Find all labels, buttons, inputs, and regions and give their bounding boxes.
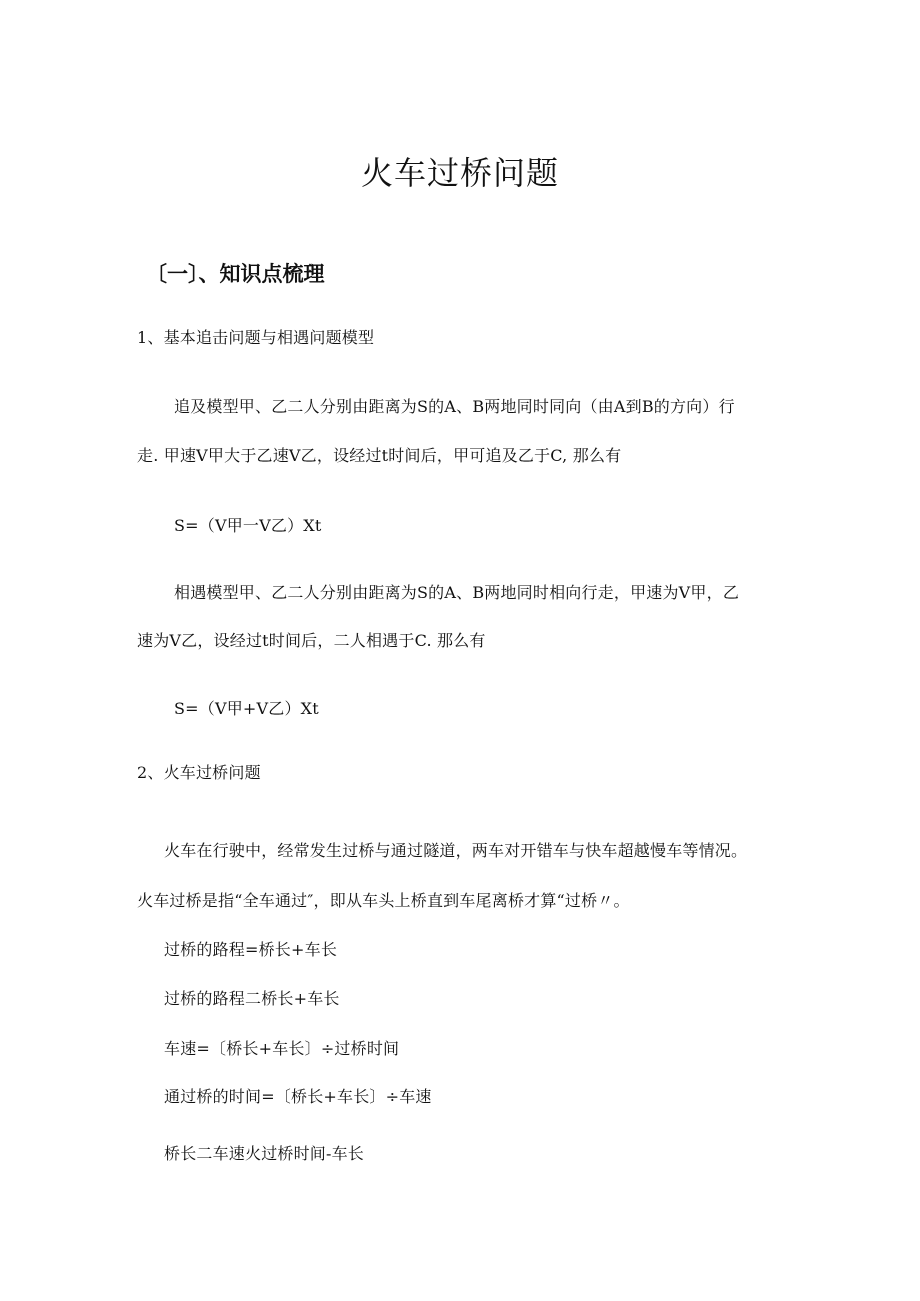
- meet-formula: S=（V甲+V乙）Xt: [174, 699, 319, 718]
- document-title: 火车过桥问题: [360, 154, 559, 192]
- item1-heading: 1、基本追击问题与相遇问题模型: [137, 328, 375, 347]
- train-intro-line-2: 火车过桥是指“全车通过″，即从车头上桥直到车尾离桥才算“过桥〃。: [137, 891, 630, 910]
- formula-bridge-length: 桥长二车速火过桥时间-车长: [164, 1144, 365, 1163]
- formula-crossing-time: 通过桥的时间=〔桥长+车长〕÷车速: [164, 1087, 432, 1106]
- meet-model-line-2: 速为V乙，设经过t时间后，二人相遇于C. 那么有: [137, 631, 486, 650]
- formula-bridge-distance-alt: 过桥的路程二桥长+车长: [164, 989, 340, 1008]
- item2-heading: 2、火车过桥问题: [137, 763, 261, 782]
- meet-model-line-1: 相遇模型甲、乙二人分别由距离为S的A、B两地同时相向行走，甲速为V甲，乙: [174, 583, 740, 602]
- section-heading: 〔一〕、知识点梳理: [146, 262, 325, 286]
- chase-formula: S=（V甲一V乙）Xt: [174, 516, 322, 535]
- formula-train-speed: 车速=〔桥长+车长〕÷过桥时间: [164, 1039, 400, 1058]
- chase-model-line-2: 走. 甲速V甲大于乙速V乙，设经过t时间后，甲可追及乙于C, 那么有: [137, 446, 622, 465]
- formula-bridge-distance: 过桥的路程=桥长+车长: [164, 940, 338, 959]
- train-intro-line-1: 火车在行驶中，经常发生过桥与通过隧道，两车对开错车与快车超越慢车等情况。: [164, 841, 748, 860]
- chase-model-line-1: 追及模型甲、乙二人分别由距离为S的A、B两地同时同向（由A到B的方向）行: [174, 397, 735, 416]
